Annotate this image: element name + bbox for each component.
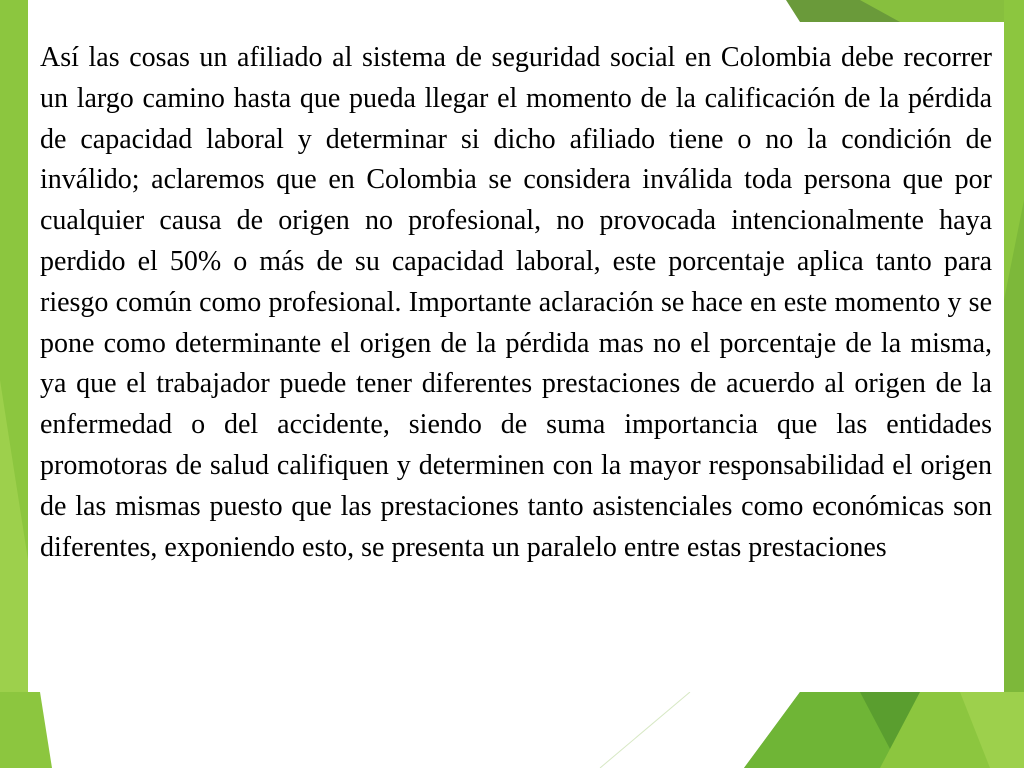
decorative-line bbox=[600, 692, 690, 768]
text-panel bbox=[28, 22, 1004, 692]
facet-right-edge-shade bbox=[1004, 200, 1024, 768]
body-paragraph: Así las cosas un afiliado al sistema de seguridad social en Colombia debe recorrer un largo camino hasta que pueda llegar el momento de la calificación de la pérdida de capacidad laboral y determinar si dicho afiliado tiene o no la condición de inválido; aclaremos que en Colombia se considera inválida toda persona que por cualquier causa de origen no profesional, no provocada intencionalmente haya perdido el 50% o más de su capacidad laboral, este porcentaje aplica tanto para riesgo común como profesional. Importante aclaración se hace en este momento y se pone como determinante el origen de la pérdida mas no el porcentaje de la misma, ya que el trabajador puede tener diferentes prestaciones de acuerdo al origen de la enfermedad o del accidente, siendo de suma importancia que las entidades promotoras de salud califiquen y determinen con la mayor responsabilidad el origen de las mismas puesto que las prestaciones tanto asistenciales como económicas son diferentes, exponiendo esto, se presenta un paralelo entre estas prestaciones bbox=[40, 42, 992, 563]
facet-bottom-left bbox=[0, 692, 52, 768]
